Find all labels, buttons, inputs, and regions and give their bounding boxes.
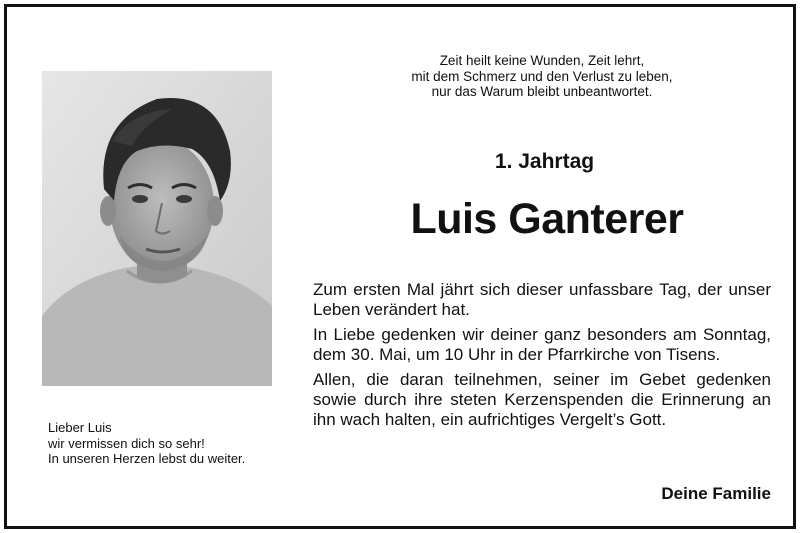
- personal-message-line: In unseren Herzen lebst du weiter.: [48, 451, 246, 466]
- quote-line: nur das Warum bleibt unbeantwortet.: [431, 84, 653, 99]
- portrait-photo: [42, 71, 272, 386]
- memorial-paragraph: Zum ersten Mal jährt sich dieser unfassbare Tag, der unser Leben verändert hat.: [313, 280, 771, 319]
- memorial-paragraph: Allen, die daran teilnehmen, seiner im Gebet gedenken sowie durch ihre steten Kerzenspenden die Erinnerung an ihn wach halten, ein aufrichtiges Vergelt’s Gott.: [313, 370, 771, 429]
- signature: Deine Familie: [661, 484, 771, 503]
- memorial-text: [313, 280, 771, 435]
- memorial-quote: [407, 53, 677, 100]
- anniversary-heading: 1. Jahrtag: [494, 150, 595, 173]
- personal-message: [48, 420, 288, 467]
- quote-line: mit dem Schmerz und den Verlust zu leben,: [411, 68, 673, 84]
- personal-message-line: wir vermissen dich so sehr!: [48, 435, 205, 451]
- personal-message-line: Lieber Luis: [48, 420, 112, 435]
- quote-line: Zeit heilt keine Wunden, Zeit lehrt,: [439, 53, 645, 68]
- portrait-image: [42, 71, 272, 386]
- memorial-paragraph: In Liebe gedenken wir deiner ganz besonders am Sonntag, dem 30. Mai, um 10 Uhr in der Pfarrkirche von Tisens.: [313, 325, 771, 364]
- obituary-card: [4, 4, 796, 529]
- deceased-name: Luis Ganterer: [410, 195, 684, 243]
